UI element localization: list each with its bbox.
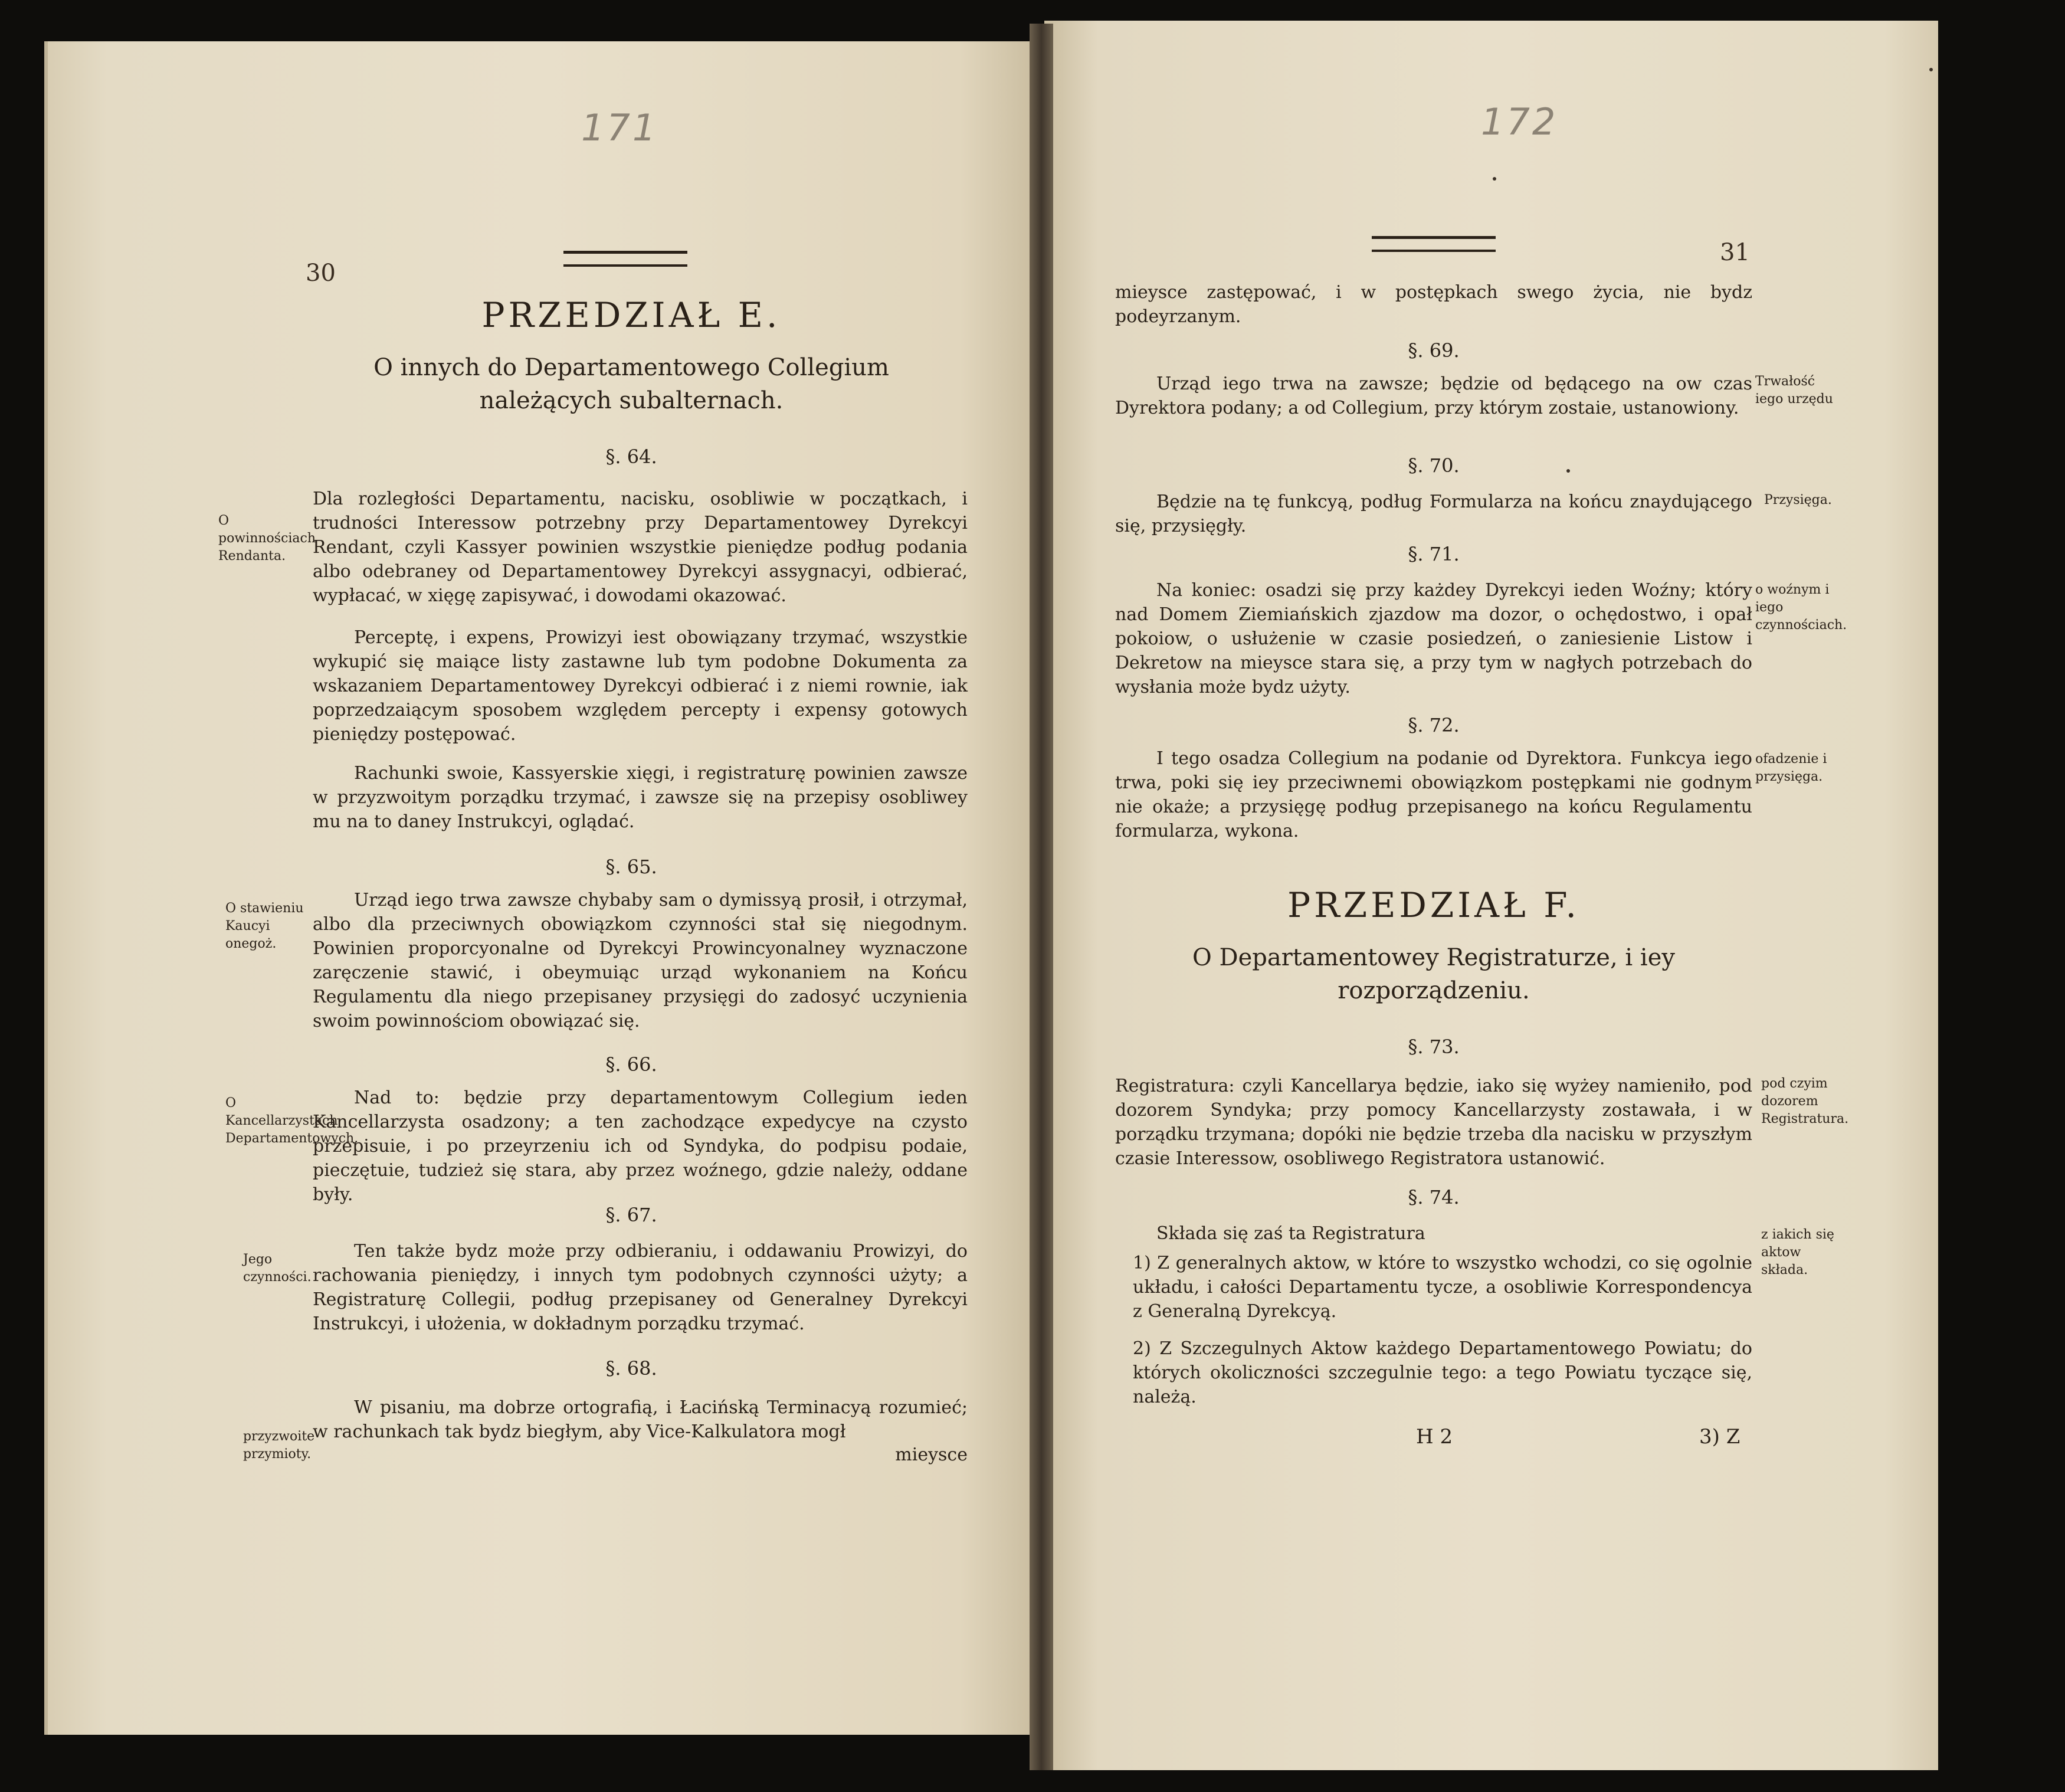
section-subtitle: O Departamentowey Registraturze, i iey rozporządzeniu. <box>1192 944 1675 1004</box>
paragraph-mark: §. 72. <box>1408 714 1460 736</box>
paragraph: Nad to: będzie przy departamentowym Collegium ieden Kancellarzysta osadzony; a ten zachodzące expedycye na czysto przepisuie, i po przeyrzeniu ich od Syndyka, do podpisu podaie, pieczętuie, tudzież się stara, aby przez woźnego, gdzie należy, oddane były. <box>313 1087 968 1205</box>
margin-note: O stawieniu Kaucyi onegoż. <box>225 901 304 951</box>
paragraph: Urząd iego trwa na zawsze; będzie od będącego na ow czas Dyrektora podany; a od Collegium, przy którym zostaie, ustanowiony. <box>1115 374 1752 418</box>
paragraph-mark: §. 67. <box>605 1204 657 1226</box>
margin-note: ofadzenie i przysięga. <box>1755 752 1827 784</box>
margin-note: przyzwoite przymioty. <box>243 1429 315 1462</box>
paragraph-mark: §. 74. <box>1408 1186 1460 1208</box>
signature-mark: H 2 <box>1416 1425 1453 1449</box>
paper-speck <box>1493 177 1496 181</box>
catchword: mieysce <box>895 1444 968 1465</box>
paragraph: Składa się zaś ta Registratura <box>1156 1223 1425 1244</box>
margin-note: O powinnościach Rendanta. <box>218 513 316 564</box>
paragraph-mark: §. 70. <box>1408 454 1460 477</box>
margin-note: Przysięga. <box>1764 493 1832 507</box>
paragraph: Będzie na tę funkcyą, podług Formularza na końcu znaydującego się, przysięgły. <box>1115 492 1752 536</box>
paragraph: Urząd iego trwa zawsze chybaby sam o dymissyą prosił, i otrzymał, albo dla przeciwnych obowiązkom czynności stał się niegodnym. Powinien proporcyonalne od Dyrekcyi Prowincyonalney wyznaczone zaręczenie stawić, i obeymuiąc urząd wykonaniem na Końcu Regulamentu dla niego przepisaney przysięgi do zadosyć uczynienia swoim powinnościom obowiązać się. <box>313 890 968 1031</box>
pencil-folio-number: 171 <box>581 106 658 149</box>
paragraph-mark: §. 68. <box>605 1357 657 1380</box>
paragraph: mieysce zastępować, i w postępkach swego życia, nie bydz podeyrzanym. <box>1115 282 1752 327</box>
list-item: 1) Z generalnych aktow, w które to wszystko wchodzi, co się ogolnie układu, i całości Departamentu tycze, a osobliwie Korrespondencya z Generalną Dyrekcyą. <box>1133 1253 1752 1322</box>
margin-note: Trwałość iego urzędu <box>1755 374 1833 407</box>
catchword: 3) Z <box>1699 1425 1740 1449</box>
list-item: 2) Z Szczegulnych Aktow każdego Departamentowego Powiatu; do których okoliczności szczegulnie tego: a tego Powiatu tyczące się, należą. <box>1133 1338 1752 1407</box>
margin-note: Jego czynności. <box>243 1252 312 1285</box>
section-heading: PRZEDZIAŁ E. <box>481 295 781 335</box>
section-subtitle: O innych do Departamentowego Collegium należących subalternach. <box>373 354 889 414</box>
paragraph-mark: §. 65. <box>605 856 657 878</box>
paragraph: W pisaniu, ma dobrze ortografią, i Łacińską Terminacyą rozumieć; w rachunkach tak bydz biegłym, aby Vice-Kalkulatora mogł <box>313 1397 968 1442</box>
margin-note: z iakich się aktow składa. <box>1761 1227 1834 1277</box>
margin-note: o woźnym i iego czynnościach. <box>1755 582 1847 633</box>
paragraph: Na koniec: osadzi się przy każdey Dyrekcyi ieden Woźny; który nad Domem Ziemiańskich zjazdow ma dozor, o ochędostwo, i opał pokoiow, o usłużenie w czasie posiedzeń, o zaniesienie Listow i Dekretow na mieysce stara się, a przy tym w nagłych potrzebach do wysłania może bydz użyty. <box>1115 580 1752 697</box>
page-number: 30 <box>306 260 336 287</box>
margin-note: pod czyim dozorem Registratura. <box>1761 1076 1849 1126</box>
paragraph: Ten także bydz może przy odbieraniu, i oddawaniu Prowizyi, do rachowania pieniędzy, i innych tym podobnych czynności użyty; a Registraturę Collegii, podług przepisaney od Generalney Dyrekcyi Instrukcyi, i ułożenia, w dokładnym porządku trzymać. <box>313 1241 968 1334</box>
paragraph: Registratura: czyli Kancellarya będzie, iako się wyżey namieniło, pod dozorem Syndyka; przy pomocy Kancellarzysty zostawała, i w porządku trzymana; dopóki nie będzie trzeba dla nacisku w przyszłym czasie Interessow, osobliwego Registratora ustanowić. <box>1115 1076 1752 1169</box>
paper-speck <box>1566 469 1570 473</box>
pencil-folio-number: 172 <box>1481 100 1558 143</box>
paragraph-mark: §. 69. <box>1408 339 1460 362</box>
margin-note: O Kancellarzystach Departamentowych. <box>225 1096 359 1146</box>
header-rule <box>1372 236 1496 252</box>
page-number: 31 <box>1720 239 1750 266</box>
paragraph-mark: §. 66. <box>605 1053 657 1076</box>
paragraph: Dla rozległości Departamentu, nacisku, osobliwie w początkach, i trudności Interessow potrzebny przy Departamentowey Dyrekcyi Rendant, czyli Kassyer powinien wszystkie pieniędze podług podania albo odebraney od Departamentowey Dyrekcyi assygnacyi, odbierać, wypłacać, w xięgę zapisywać, i dowodami okazować. <box>313 489 968 606</box>
book-gutter <box>1030 24 1053 1770</box>
paragraph: Rachunki swoie, Kassyerskie xięgi, i registraturę powinien zawsze w przyzwoitym porządku trzymać, i zawsze się na przepisy osobliwey mu na to daney Instrukcyi, oglądać. <box>313 763 968 832</box>
paragraph: Perceptę, i expens, Prowizyi iest obowiązany trzymać, wszystkie wykupić się maiące listy zastawne lub tym podobne Dokumenta za wskazaniem Departamentowey Dyrekcyi odbierać i z niemi rownie, iak poprzedzaiącym sposobem względem percepty i expensy gotowych pieniędzy postępować. <box>313 627 968 745</box>
paper-speck <box>1929 68 1933 71</box>
section-heading: PRZEDZIAŁ F. <box>1287 885 1580 925</box>
paragraph-mark: §. 73. <box>1408 1036 1460 1058</box>
header-rule <box>563 251 687 267</box>
paragraph: I tego osadza Collegium na podanie od Dyrektora. Funkcya iego trwa, poki się iey przeciwnemi obowiązkom postępkami nie godnym nie okaże; a przysięgę podług przepisanego na końcu Regulamentu formularza, wykona. <box>1115 748 1752 841</box>
paragraph-mark: §. 64. <box>605 445 657 468</box>
paragraph-mark: §. 71. <box>1408 543 1460 565</box>
